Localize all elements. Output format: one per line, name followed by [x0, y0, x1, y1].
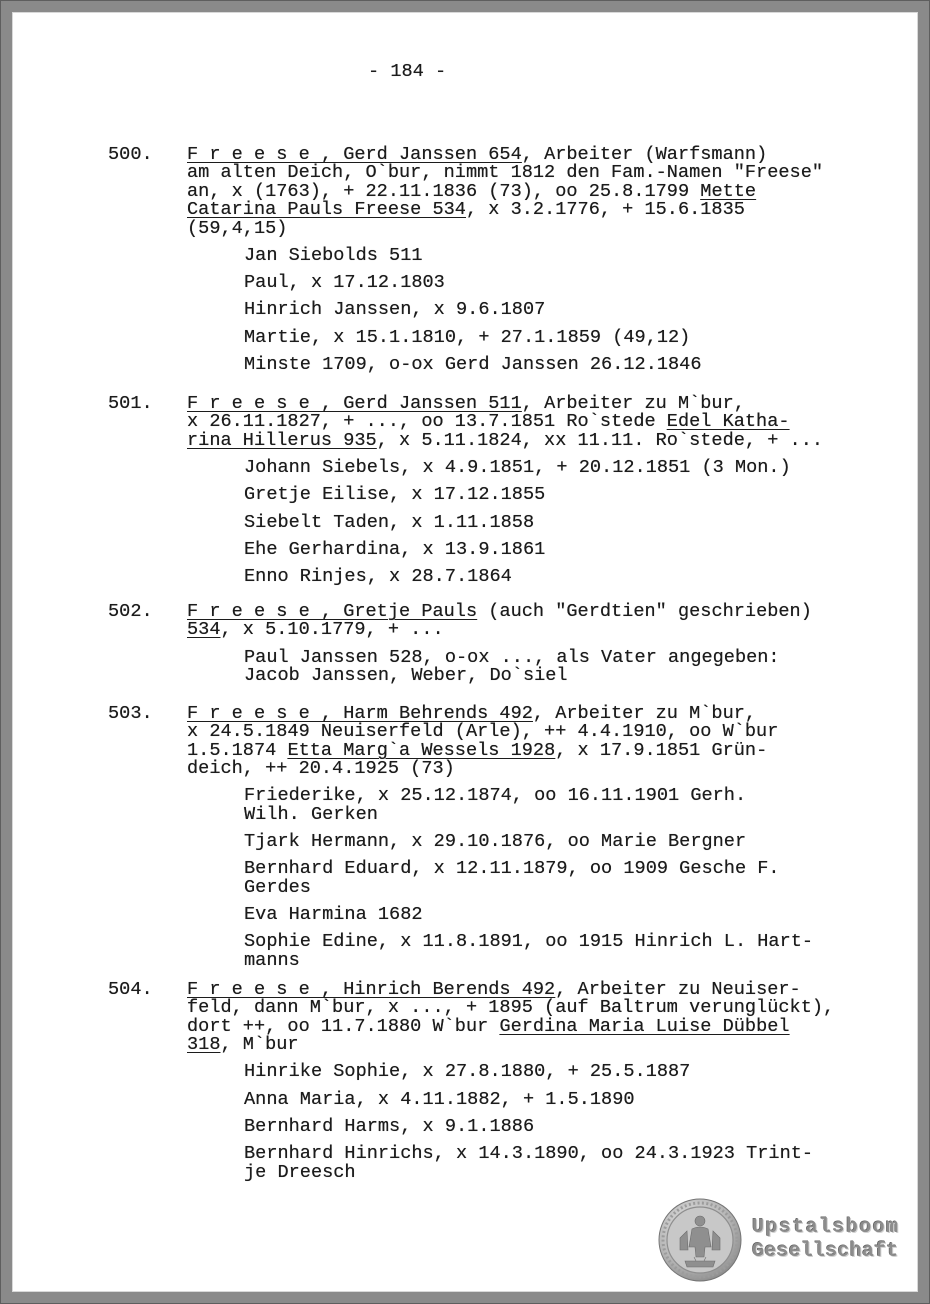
text-segment: (59,4,15)	[187, 217, 288, 239]
text-segment: , Arbeiter (Warfsmann)	[521, 144, 768, 165]
child-item	[244, 1118, 898, 1136]
child-item	[244, 301, 898, 319]
child-line: Eva Harmina 1682	[244, 904, 423, 926]
child-item	[244, 1088, 898, 1110]
children-list	[244, 646, 898, 687]
child-item	[244, 486, 898, 504]
child-line: Bernhard Eduard, x 12.11.1879, oo 1909 Gesche F.	[244, 858, 780, 880]
logo-text-upstalsboom: Upstalsboom	[752, 1216, 900, 1239]
underlined-name: Mette	[700, 180, 757, 202]
entry-text-line	[187, 217, 898, 239]
entry-text-line	[187, 760, 898, 778]
child-line: Bernhard Harms, x 9.1.1886	[244, 1116, 535, 1138]
entry-503	[108, 705, 898, 970]
child-item	[244, 787, 898, 824]
child-line: Paul, x 17.12.1803	[244, 272, 445, 294]
child-line: Gerdes	[244, 876, 311, 898]
child-line: Friederike, x 25.12.1874, oo 16.11.1901 Gerh.	[244, 785, 747, 807]
child-line: Johann Siebels, x 4.9.1851, + 20.12.1851 (3 Mon.)	[244, 457, 791, 479]
child-line: Tjark Hermann, x 29.10.1876, oo Marie Bergner	[244, 831, 747, 853]
entry-text	[187, 603, 898, 640]
child-line: Martie, x 15.1.1810, + 27.1.1859 (49,12)	[244, 326, 691, 348]
text-segment: , x 17.9.1851 Grün-	[555, 739, 768, 761]
child-item	[244, 1063, 898, 1081]
text-segment: , x 5.11.1824, xx 11.11. Ro`stede, + ...	[376, 429, 824, 451]
child-line: Hinrike Sophie, x 27.8.1880, + 25.5.1887	[244, 1061, 691, 1083]
text-segment: , M`bur	[220, 1034, 299, 1056]
underlined-name: rina Hillerus 935	[187, 429, 377, 451]
upstalsboom-seal-icon	[658, 1198, 742, 1282]
underlined-name: F r e e s e , Gerd Janssen 654	[187, 144, 522, 165]
underlined-name: Edel Katha-	[666, 411, 790, 433]
text-segment: feld, dann M`bur, x ..., + 1895 (auf Baltrum verunglückt),	[187, 997, 835, 1019]
page-number: - 184 -	[368, 61, 447, 82]
underlined-name: Etta Marg`a Wessels 1928	[287, 739, 556, 761]
text-segment: , Arbeiter zu M`bur,	[532, 703, 757, 724]
entry-text-line	[187, 429, 898, 451]
child-item	[244, 274, 898, 292]
child-line: Siebelt Taden, x 1.11.1858	[244, 511, 535, 533]
child-item	[244, 244, 898, 266]
entry-number: 500.	[108, 144, 153, 165]
entry-text	[187, 705, 898, 779]
entry-number: 501.	[108, 393, 153, 414]
child-line: Minste 1709, o-ox Gerd Janssen 26.12.1846	[244, 353, 702, 375]
entry-501	[108, 395, 898, 587]
entry-text-line	[187, 621, 898, 639]
child-item	[244, 906, 898, 924]
underlined-name: F r e e s e , Harm Behrends 492	[187, 703, 533, 724]
children-list	[244, 459, 898, 587]
child-line: Jacob Janssen, Weber, Do`siel	[244, 665, 568, 687]
text-segment: , x 5.10.1779, + ...	[220, 619, 444, 641]
entry-number: 504.	[108, 979, 153, 1000]
child-item	[244, 833, 898, 851]
child-line: Jan Siebolds 511	[244, 244, 423, 266]
entry-number: 503.	[108, 703, 153, 724]
children-list	[244, 1063, 898, 1182]
entry-text	[187, 981, 898, 1055]
entry-500	[108, 146, 898, 374]
child-line: Hinrich Janssen, x 9.6.1807	[244, 299, 546, 321]
underlined-name: Gerdina Maria Luise Dübbel	[499, 1015, 790, 1037]
child-item	[244, 933, 898, 970]
entry-text	[187, 395, 898, 450]
child-item	[244, 459, 898, 477]
underlined-name: F r e e s e , Gretje Pauls	[187, 601, 478, 622]
entry-text-line	[187, 1036, 898, 1054]
child-line: Paul Janssen 528, o-ox ..., als Vater angegeben:	[244, 646, 780, 668]
child-item	[244, 326, 898, 348]
child-item	[244, 353, 898, 375]
logo-text-gesellschaft: Gesellschaft	[752, 1240, 899, 1263]
child-item	[244, 1145, 898, 1182]
underlined-name: Catarina Pauls Freese 534	[187, 199, 466, 221]
child-item	[244, 860, 898, 897]
text-segment: an, x (1763), + 22.11.1836 (73), oo 25.8.1799	[187, 180, 701, 202]
text-segment: (auch "Gerdtien" geschrieben)	[477, 601, 812, 622]
underlined-name: F r e e s e , Hinrich Berends 492	[187, 979, 556, 1000]
underlined-name: F r e e s e , Gerd Janssen 511	[187, 393, 522, 414]
children-list	[244, 787, 898, 970]
child-line: Anna Maria, x 4.11.1882, + 1.5.1890	[244, 1088, 635, 1110]
text-segment: , Arbeiter zu Neuiser-	[555, 979, 801, 1000]
children-list	[244, 244, 898, 375]
child-line: Gretje Eilise, x 17.12.1855	[244, 484, 546, 506]
entry-504	[108, 981, 898, 1182]
text-segment: am alten Deich, O`bur, nimmt 1812 den Fam.-Namen "Freese"	[187, 162, 824, 184]
entry-text	[187, 146, 898, 238]
child-line: Bernhard Hinrichs, x 14.3.1890, oo 24.3.1923 Trint-	[244, 1143, 814, 1165]
child-item	[244, 646, 898, 687]
text-segment: 1.5.1874	[187, 739, 288, 761]
child-line: manns	[244, 949, 300, 971]
child-line: Wilh. Gerken	[244, 803, 378, 825]
child-line: je Dreesch	[244, 1161, 356, 1183]
underlined-name: 534	[187, 619, 221, 641]
underlined-name: 318	[187, 1034, 221, 1056]
child-item	[244, 511, 898, 533]
text-segment: deich, ++ 20.4.1925 (73)	[187, 758, 455, 780]
child-item	[244, 568, 898, 586]
text-segment: x 24.5.1849 Neuiserfeld (Arle), ++ 4.4.1910, oo W`bur	[187, 721, 779, 743]
text-segment: dort ++, oo 11.7.1880 W`bur	[187, 1015, 500, 1037]
text-segment: x 26.11.1827, + ..., oo 13.7.1851 Ro`stede	[187, 411, 667, 433]
child-line: Enno Rinjes, x 28.7.1864	[244, 566, 512, 588]
child-line: Ehe Gerhardina, x 13.9.1861	[244, 538, 546, 560]
entry-502	[108, 603, 898, 685]
entry-text-line	[187, 201, 898, 219]
text-segment: , Arbeiter zu M`bur,	[521, 393, 745, 414]
text-segment: , x 3.2.1776, + 15.6.1835	[465, 199, 745, 221]
entry-number: 502.	[108, 601, 153, 622]
child-item	[244, 538, 898, 560]
child-line: Sophie Edine, x 11.8.1891, oo 1915 Hinrich L. Hart-	[244, 931, 814, 953]
